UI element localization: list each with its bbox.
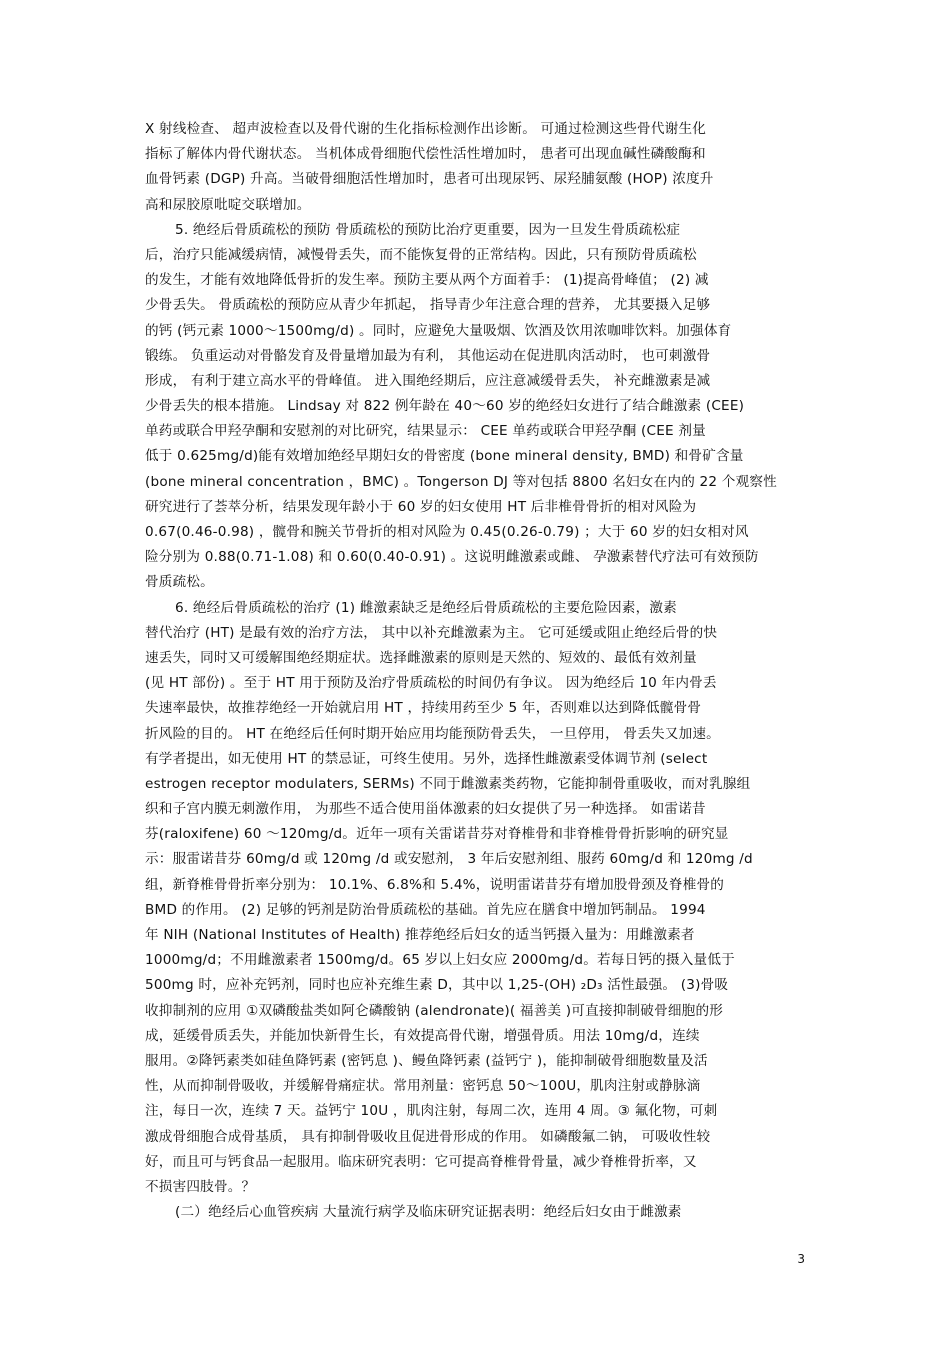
text-line: 0.67(0.46-0.98) ，髋骨和腕关节骨折的相对风险为 0.45(0.26-0.79) ；大于 60 岁的妇女相对风 <box>145 524 749 540</box>
text-line: 性，从而抑制骨吸收，并缓解骨痛症状。常用剂量：密钙息 50～100U，肌肉注射或静脉滴 <box>145 1078 701 1095</box>
text-line: 少骨丢失的根本措施。 Lindsay 对 822 例年龄在 40～60 岁的绝经妇女进行了结合雌激素 (CEE) <box>145 398 745 415</box>
text-line: X 射线检查、 超声波检查以及骨代谢的生化指标检测作出诊断。 可通过检测这些骨代谢生化 <box>145 121 707 137</box>
text-line: 不损害四肢骨。？ <box>145 1178 256 1195</box>
text-line: 有学者提出，如无使用 HT 的禁忌证，可终生使用。另外，选择性雌激素受体调节剂 (select <box>145 750 708 767</box>
text-line: 险分别为 0.88(0.71-1.08) 和 0.60(0.40-0.91) 。这说明雌激素或雌、 孕激素替代疗法可有效预防 <box>145 549 759 566</box>
text-line: 高和尿胶原吡啶交联增加。 <box>145 196 311 213</box>
text-line: 替代治疗 (HT) 是最有效的治疗方法， 其中以补充雌激素为主。 它可延缓或阻止绝经后骨的快 <box>145 624 718 641</box>
body-text <box>145 117 810 1225</box>
text-line: 芬(raloxifene) 60 ～120mg/d。近年一项有关雷诺昔芬对脊椎骨和非脊椎骨骨折影响的研究显 <box>145 826 729 843</box>
text-line: 失速率最快，故推荐绝经一开始就启用 HT ，持续用药至少 5 年，否则难以达到降低髋骨骨 <box>145 700 702 717</box>
text-line: estrogen receptor modulaters, SERMs) 不同于雌激素类药物，它能抑制骨重吸收，而对乳腺组 <box>145 775 751 792</box>
page-number: 3 <box>797 1252 805 1266</box>
text-line: 织和子宫内膜无刺激作用， 为那些不适合使用甾体激素的妇女提供了另一种选择。 如雷诺昔 <box>145 801 706 818</box>
text-line: 500mg 时，应补充钙剂，同时也应补充维生素 D，其中以 1,25-(OH) ₂D₃ 活性最强。 (3)骨吸 <box>145 977 729 994</box>
text-line: 成，延缓骨质丢失，并能加快新骨生长，有效提高骨代谢，增强骨质。用法 10mg/d，连续 <box>145 1027 700 1044</box>
text-line: 激成骨细胞合成骨基质， 具有抑制骨吸收且促进骨形成的作用。 如磷酸氟二钠， 可吸收性较 <box>145 1128 711 1145</box>
text-line: 骨质疏松。 <box>145 574 214 591</box>
text-line: 后，治疗只能减缓病情，减慢骨丢失，而不能恢复骨的正常结构。因此，只有预防骨质疏松 <box>145 246 697 263</box>
text-line: 年 NIH (National Institutes of Health) 推荐绝经后妇女的适当钙摄入量为：用雌激素者 <box>145 927 695 943</box>
text-line: 形成， 有利于建立高水平的骨峰值。 进入围绝经期后，应注意减缓骨丢失， 补充雌激素是减 <box>145 372 711 389</box>
text-line: (见 HT 部份) 。至于 HT 用于预防及治疗骨质疏松的时间仍有争议。 因为绝经后 10 年内骨丢 <box>145 675 717 692</box>
text-line: 指标了解体内骨代谢状态。 当机体成骨细胞代偿性活性增加时， 患者可出现血碱性磷酸酶和 <box>145 146 706 163</box>
text-line: 的发生，才能有效地降低骨折的发生率。预防主要从两个方面着手： (1)提高骨峰值； (2) 减 <box>145 272 709 289</box>
text-line: 速丢失，同时又可缓解围绝经期症状。选择雌激素的原则是天然的、短效的、最低有效剂量 <box>145 649 697 666</box>
text-line: 注，每日一次，连续 7 天。益钙宁 10U ，肌肉注射，每周二次，连用 4 周。③ 氟化物，可刺 <box>145 1103 718 1120</box>
text-line: (bone mineral concentration ，BMC) 。Tongerson DJ 等对包括 8800 名妇女在内的 22 个观察性 <box>145 473 777 490</box>
text-line: 折风险的目的。 HT 在绝经后任何时期开始应用均能预防骨丢失， 一旦停用， 骨丢失又加速。 <box>145 725 720 742</box>
text-line: 服用。②降钙素类如硅鱼降钙素 (密钙息 )、鳗鱼降钙素 (益钙宁 )，能抑制破骨细胞数量及活 <box>145 1052 708 1069</box>
text-line: 6. 绝经后骨质疏松的治疗 (1) 雌激素缺乏是绝经后骨质疏松的主要危险因素，激素 <box>175 599 677 616</box>
text-line: 示：服雷诺昔芬 60mg/d 或 120mg /d 或安慰剂， 3 年后安慰剂组、服药 60mg/d 和 120mg /d <box>145 851 753 868</box>
text-line: 好，而且可与钙食品一起服用。临床研究表明：它可提高脊椎骨骨量，减少脊椎骨折率，又 <box>145 1153 697 1170</box>
text-line: 锻练。 负重运动对骨骼发育及骨量增加最为有利， 其他运动在促进肌肉活动时， 也可刺激骨 <box>145 347 711 364</box>
text-line: (二）绝经后心血管疾病 大量流行病学及临床研究证据表明：绝经后妇女由于雌激素 <box>175 1204 682 1221</box>
text-line: 低于 0.625mg/d)能有效增加绝经早期妇女的骨密度 (bone mineral density, BMD) 和骨矿含量 <box>145 448 744 465</box>
text-line: 1000mg/d；不用雌激素者 1500mg/d。65 岁以上妇女应 2000mg/d。若每日钙的摄入量低于 <box>145 952 735 969</box>
text-line: 收抑制剂的应用 ①双磷酸盐类如阿仑磷酸钠 (alendronate)( 福善美 )可直接抑制破骨细胞的形 <box>145 1002 724 1019</box>
text-line: 血骨钙素 (DGP) 升高。当破骨细胞活性增加时，患者可出现尿钙、尿羟脯氨酸 (HOP) 浓度升 <box>145 171 714 188</box>
text-line: 研究进行了荟萃分析，结果发现年龄小于 60 岁的妇女使用 HT 后非椎骨骨折的相对风险为 <box>145 498 697 515</box>
text-line: 少骨丢失。 骨质疏松的预防应从青少年抓起， 指导青少年注意合理的营养， 尤其要摄入足够 <box>145 297 711 314</box>
text-line: 的钙 (钙元素 1000～1500mg/d) 。同时，应避免大量吸烟、饮酒及饮用浓咖啡饮料。加强体育 <box>145 322 732 339</box>
text-line: BMD 的作用。 (2) 足够的钙剂是防治骨质疏松的基础。首先应在膳食中增加钙制品。 1994 <box>145 901 706 918</box>
text-line: 组，新脊椎骨骨折率分别为： 10.1%、6.8%和 5.4%，说明雷诺昔芬有增加股骨颈及脊椎骨的 <box>145 876 725 893</box>
text-line: 单药或联合甲羟孕酮和安慰剂的对比研究，结果显示： CEE 单药或联合甲羟孕酮 (CEE 剂量 <box>145 423 706 440</box>
text-line: 5. 绝经后骨质疏松的预防 骨质疏松的预防比治疗更重要，因为一旦发生骨质疏松症 <box>175 221 681 238</box>
